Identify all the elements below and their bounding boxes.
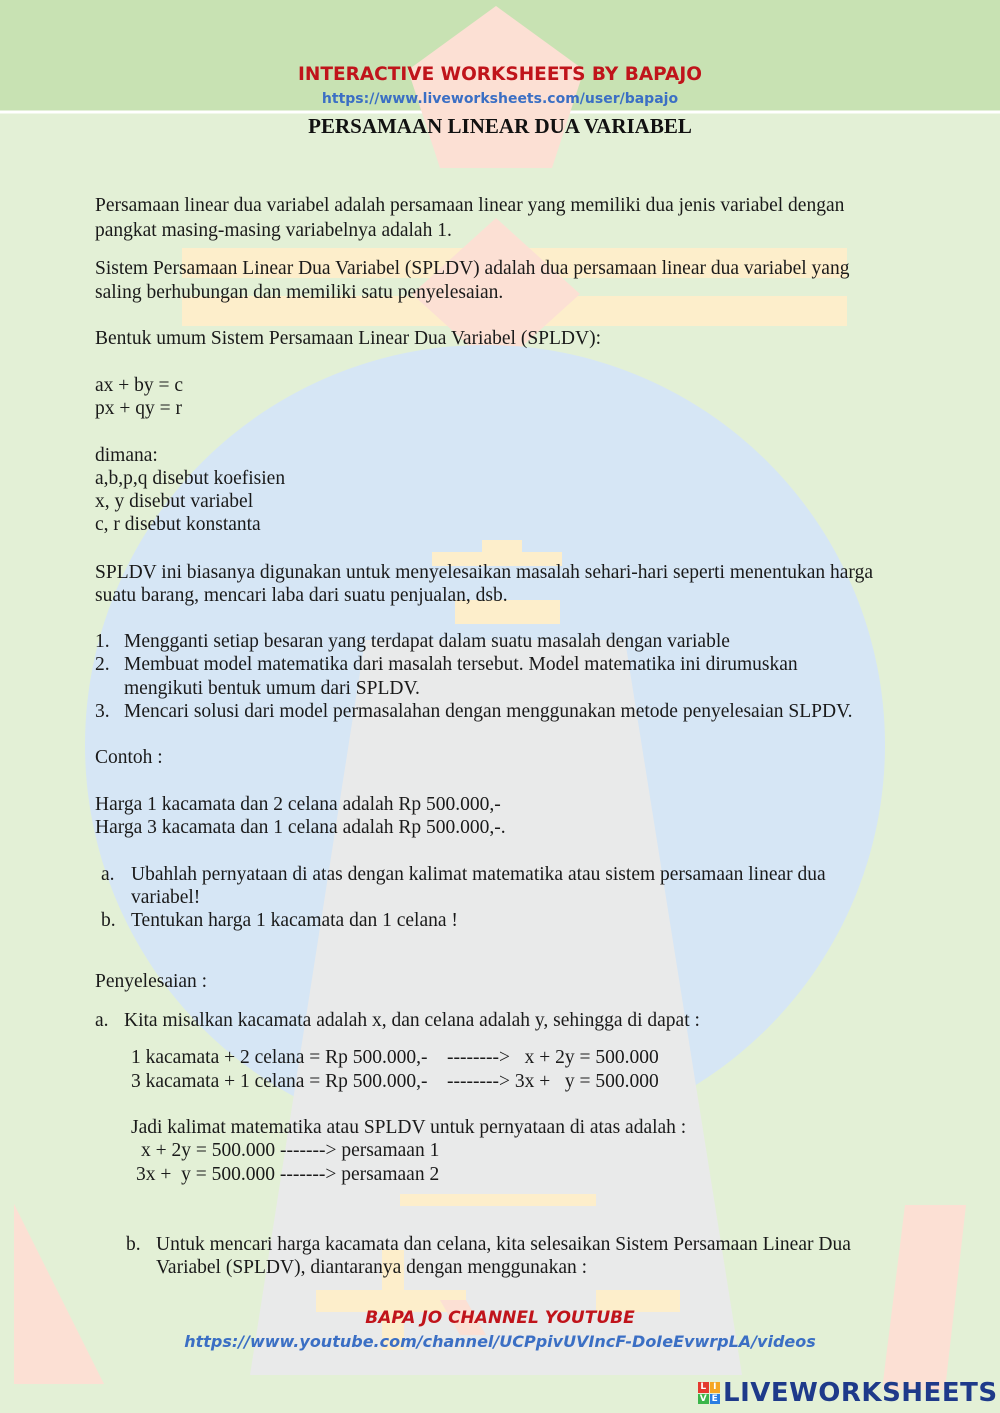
example-statement: Harga 1 kacamata dan 2 celana adalah Rp 500.000,- [95, 794, 501, 815]
step-text: Membuat model matematika dari masalah tersebut. Model matematika ini dirumuskan [124, 654, 798, 675]
definition-heading: dimana: [95, 445, 158, 466]
youtube-channel-link[interactable]: https://www.youtube.com/channel/UCPpivUVIncF-DoIeEvwrpLA/videos [184, 1332, 816, 1351]
brand-name: LIVEWORKSHEETS [723, 1378, 998, 1408]
usage-line: suatu barang, mencari laba dari suatu penjualan, dsb. [95, 585, 508, 606]
solution-text: Variabel (SPLDV), diantaranya dengan menggunakan : [156, 1257, 588, 1278]
model-equation: 3 kacamata + 1 celana = Rp 500.000,- --------> 3x + y = 500.000 [131, 1071, 659, 1092]
page-title: PERSAMAAN LINEAR DUA VARIABEL [308, 114, 692, 138]
intro-line: Bentuk umum Sistem Persamaan Linear Dua Variabel (SPLDV): [95, 328, 602, 349]
liveworksheets-brand[interactable] [698, 1378, 998, 1408]
example-label: Contoh : [95, 747, 163, 768]
header-url-link[interactable]: https://www.liveworksheets.com/user/bapajo [321, 91, 679, 107]
general-form-equation: ax + by = c [95, 375, 184, 396]
intro-line: pangkat masing-masing variabelnya adalah 1. [95, 220, 452, 241]
logo-letter: V [699, 1393, 707, 1404]
example-statement: Harga 3 kacamata dan 1 celana adalah Rp 500.000,-. [95, 817, 506, 838]
header-title: INTERACTIVE WORKSHEETS BY BAPAJO [298, 64, 702, 85]
step-text: Mengganti setiap besaran yang terdapat dalam suatu masalah dengan variable [124, 631, 730, 652]
model-equation: 1 kacamata + 2 celana = Rp 500.000,- --------> x + 2y = 500.000 [131, 1047, 659, 1068]
logo-letter: I [710, 1382, 721, 1393]
intro-line: Sistem Persamaan Linear Dua Variabel (SPLDV) adalah dua persamaan linear dua variabel yang [95, 258, 850, 279]
definition-line: a,b,p,q disebut koefisien [95, 468, 286, 489]
question-letter: b. [101, 910, 116, 931]
conclusion-text: Jadi kalimat matematika atau SPLDV untuk pernyataan di atas adalah : [131, 1117, 687, 1138]
solution-text: Kita misalkan kacamata adalah x, dan celana adalah y, sehingga di dapat : [124, 1010, 700, 1031]
step-text: Mencari solusi dari model permasalahan dengan menggunakan metode penyelesaian SLPDV. [124, 701, 853, 722]
step-number: 1. [95, 631, 110, 652]
question-text: Tentukan harga 1 kacamata dan 1 celana ! [131, 910, 458, 931]
peach-triangle-left [14, 1204, 104, 1384]
step-number: 2. [95, 654, 110, 675]
peach-parallelogram-right [882, 1205, 966, 1390]
definition-line: x, y disebut variabel [95, 491, 254, 512]
step-text: mengikuti bentuk umum dari SPLDV. [124, 678, 420, 699]
intro-line: saling berhubungan dan memiliki satu penyelesaian. [95, 282, 504, 303]
step-number: 3. [95, 701, 110, 722]
conclusion-equation: 3x + y = 500.000 -------> persamaan 2 [136, 1164, 440, 1185]
liveworksheets-logo-icon [698, 1382, 720, 1404]
solution-letter: a. [95, 1010, 109, 1031]
conclusion-equation: x + 2y = 500.000 -------> persamaan 1 [141, 1140, 440, 1161]
yellow-strip-mid [400, 1194, 596, 1206]
question-text: Ubahlah pernyataan di atas dengan kalimat matematika atau sistem persamaan linear dua [131, 864, 826, 885]
solution-letter: b. [126, 1234, 141, 1255]
intro-line: Persamaan linear dua variabel adalah persamaan linear yang memiliki dua jenis variabel dengan [95, 195, 845, 216]
definition-line: c, r disebut konstanta [95, 514, 261, 535]
solution-text: Untuk mencari harga kacamata dan celana, kita selesaikan Sistem Persamaan Linear Dua [156, 1234, 851, 1255]
logo-letter: L [698, 1382, 709, 1393]
solution-label: Penyelesaian : [95, 971, 208, 992]
question-text: variabel! [131, 887, 201, 908]
general-form-equation: px + qy = r [95, 398, 182, 419]
youtube-channel-title: BAPA JO CHANNEL YOUTUBE [365, 1308, 635, 1328]
divide-sign-dot-top [482, 540, 522, 552]
question-letter: a. [101, 864, 115, 885]
logo-letter: E [710, 1394, 721, 1405]
usage-line: SPLDV ini biasanya digunakan untuk menyelesaikan masalah sehari-hari seperti menentukan harga [95, 562, 873, 583]
